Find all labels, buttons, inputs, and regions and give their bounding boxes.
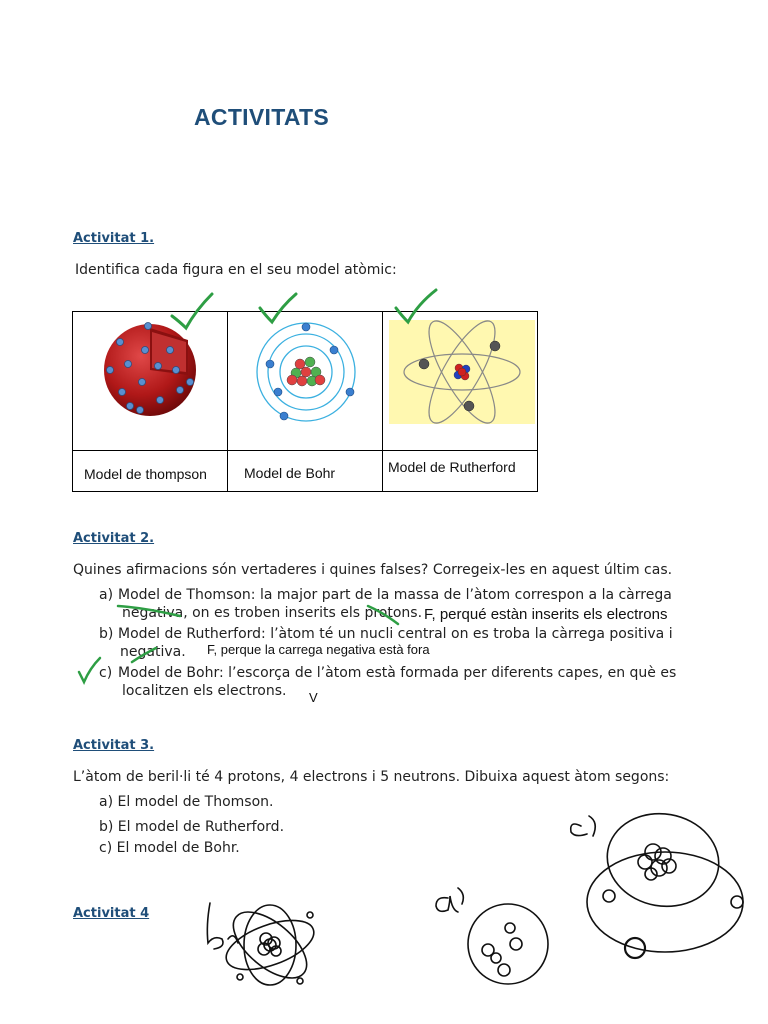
statement-b-line2: negativa. — [120, 644, 186, 660]
activity-3-prompt: L’àtom de beril·li té 4 protons, 4 electrons i 5 neutrons. Dibuixa aquest àtom segons: — [73, 769, 670, 785]
statement-c-marker: c) — [99, 665, 113, 681]
check-icon — [392, 286, 440, 326]
statement-a-marker: a) — [99, 587, 114, 603]
activity-1-prompt: Identifica cada figura en el seu model atòmic: — [75, 262, 397, 278]
rutherford-model-illustration — [389, 320, 535, 424]
bohr-model-illustration — [250, 318, 365, 423]
statement-a-line1: Model de Thomson: la major part de la massa de l’àtom correspon a la càrrega — [118, 587, 672, 603]
activity-1-heading: Activitat 1. — [73, 231, 155, 246]
thomson-drawing — [430, 882, 555, 987]
bohr-label: Model de Bohr — [244, 465, 336, 481]
statement-a-line2: negativa, on es troben inserits els protons. — [122, 605, 423, 621]
statement-c-line2: localitzen els electrons. — [122, 683, 287, 699]
page-title: ACTIVITATS — [194, 104, 330, 130]
activity-2-heading: Activitat 2. — [73, 531, 155, 546]
statement-b-marker: b) — [99, 626, 114, 642]
activity-4-heading: Activitat 4 — [73, 906, 150, 921]
check-icon — [168, 290, 218, 330]
rutherford-drawing — [200, 895, 335, 1000]
activity-2-prompt: Quines afirmacions són vertaderes i quines falses? Corregeix-les en aquest últim cas. — [73, 562, 673, 578]
rutherford-label: Model de Rutherford — [388, 459, 516, 475]
check-icon — [76, 656, 106, 686]
check-icon — [256, 290, 301, 326]
statement-b-line1: Model de Rutherford: l’àtom té un nucli central on es troba la càrrega positiva i — [118, 626, 673, 642]
answer-a: F, perqué estàn inserits els electrons — [424, 606, 668, 623]
answer-b: F, perque la carrega negativa està fora — [207, 642, 430, 657]
underline-mark-icon — [116, 600, 186, 620]
strike-mark-icon — [366, 600, 406, 630]
thomson-label: Model de thompson — [84, 466, 207, 482]
activity-3-item-a: a) El model de Thomson. — [99, 794, 274, 810]
bohr-drawing — [565, 808, 750, 968]
activity-3-item-b: b) El model de Rutherford. — [99, 819, 285, 835]
activity-3-item-c: c) El model de Bohr. — [99, 840, 240, 856]
answer-c: V — [309, 690, 318, 705]
activity-3-heading: Activitat 3. — [73, 738, 155, 753]
strike-mark-icon — [130, 644, 160, 666]
thomson-model-illustration — [100, 320, 210, 420]
statement-c-line1: Model de Bohr: l’escorça de l’àtom està formada per diferents capes, en què es — [118, 665, 677, 681]
